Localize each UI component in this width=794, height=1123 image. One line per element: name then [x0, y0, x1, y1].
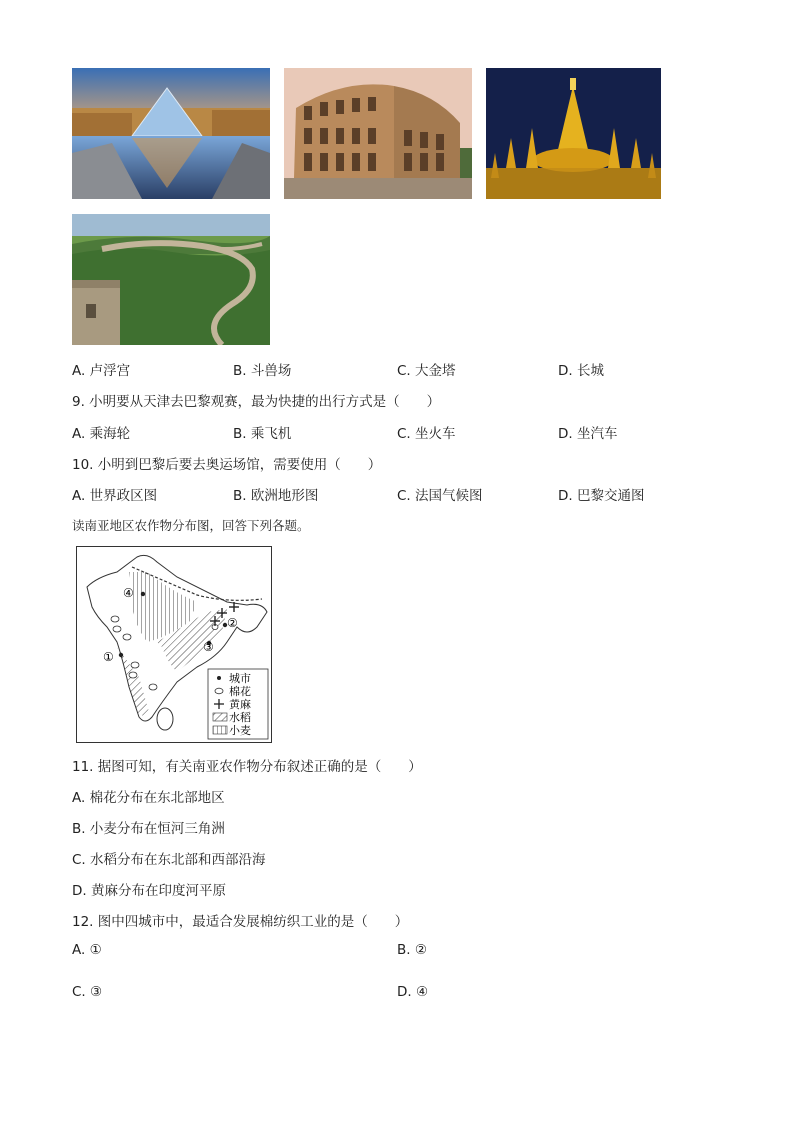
q11-option-d[interactable]: D. 黄麻分布在印度河平原 [72, 883, 226, 899]
legend-city: 城市 [229, 672, 251, 685]
q9-options [72, 422, 672, 442]
q9-option-a[interactable]: A. 乘海轮 [72, 426, 131, 442]
q8-option-d[interactable]: D. 长城 [558, 363, 604, 379]
q8-option-b[interactable]: B. 斗兽场 [233, 363, 292, 379]
q12-option-b[interactable]: B. ② [397, 942, 427, 958]
map-label-3: ③ [203, 640, 214, 654]
q10-option-c[interactable]: C. 法国气候图 [397, 488, 483, 504]
q11-stem: 11. 据图可知，有关南亚农作物分布叙述正确的是（ ） [72, 759, 422, 775]
golden-pagoda-photo [486, 68, 661, 199]
legend-cotton: 棉花 [229, 685, 251, 698]
q8-option-c[interactable]: C. 大金塔 [397, 363, 456, 379]
south-asia-crop-map [76, 546, 272, 743]
q11-option-a[interactable]: A. 棉花分布在东北部地区 [72, 790, 225, 806]
q10-option-a[interactable]: A. 世界政区图 [72, 488, 158, 504]
q8-options [72, 359, 672, 379]
map-label-2: ② [227, 616, 238, 630]
legend-wheat: 小麦 [229, 724, 251, 737]
q12-option-d[interactable]: D. ④ [397, 984, 429, 1000]
map-label-1: ① [103, 650, 114, 664]
q12-options-row2 [72, 984, 672, 1004]
louvre-photo [72, 68, 270, 199]
q12-option-a[interactable]: A. ① [72, 942, 102, 958]
legend-rice: 水稻 [229, 711, 251, 724]
map-label-4: ④ [123, 586, 134, 600]
great-wall-photo [72, 214, 270, 345]
q12-stem: 12. 图中四城市中，最适合发展棉纺织工业的是（ ） [72, 914, 409, 930]
q11-option-b[interactable]: B. 小麦分布在恒河三角洲 [72, 821, 225, 837]
passage-intro: 读南亚地区农作物分布图，回答下列各题。 [72, 518, 310, 533]
q9-option-c[interactable]: C. 坐火车 [397, 426, 456, 442]
q10-option-d[interactable]: D. 巴黎交通图 [558, 488, 645, 504]
q10-options [72, 484, 672, 504]
q9-stem: 9. 小明要从天津去巴黎观赛，最为快捷的出行方式是（ ） [72, 394, 441, 410]
q8-option-a[interactable]: A. 卢浮宫 [72, 363, 131, 379]
q9-option-d[interactable]: D. 坐汽车 [558, 426, 618, 442]
q12-option-c[interactable]: C. ③ [72, 984, 103, 1000]
q9-option-b[interactable]: B. 乘飞机 [233, 426, 292, 442]
q10-stem: 10. 小明到巴黎后要去奥运场馆，需要使用（ ） [72, 457, 382, 473]
q10-option-b[interactable]: B. 欧洲地形图 [233, 488, 319, 504]
legend-jute: 黄麻 [229, 698, 251, 711]
q12-options-row1 [72, 942, 672, 962]
colosseum-photo [284, 68, 472, 199]
q11-option-c[interactable]: C. 水稻分布在东北部和西部沿海 [72, 852, 266, 868]
